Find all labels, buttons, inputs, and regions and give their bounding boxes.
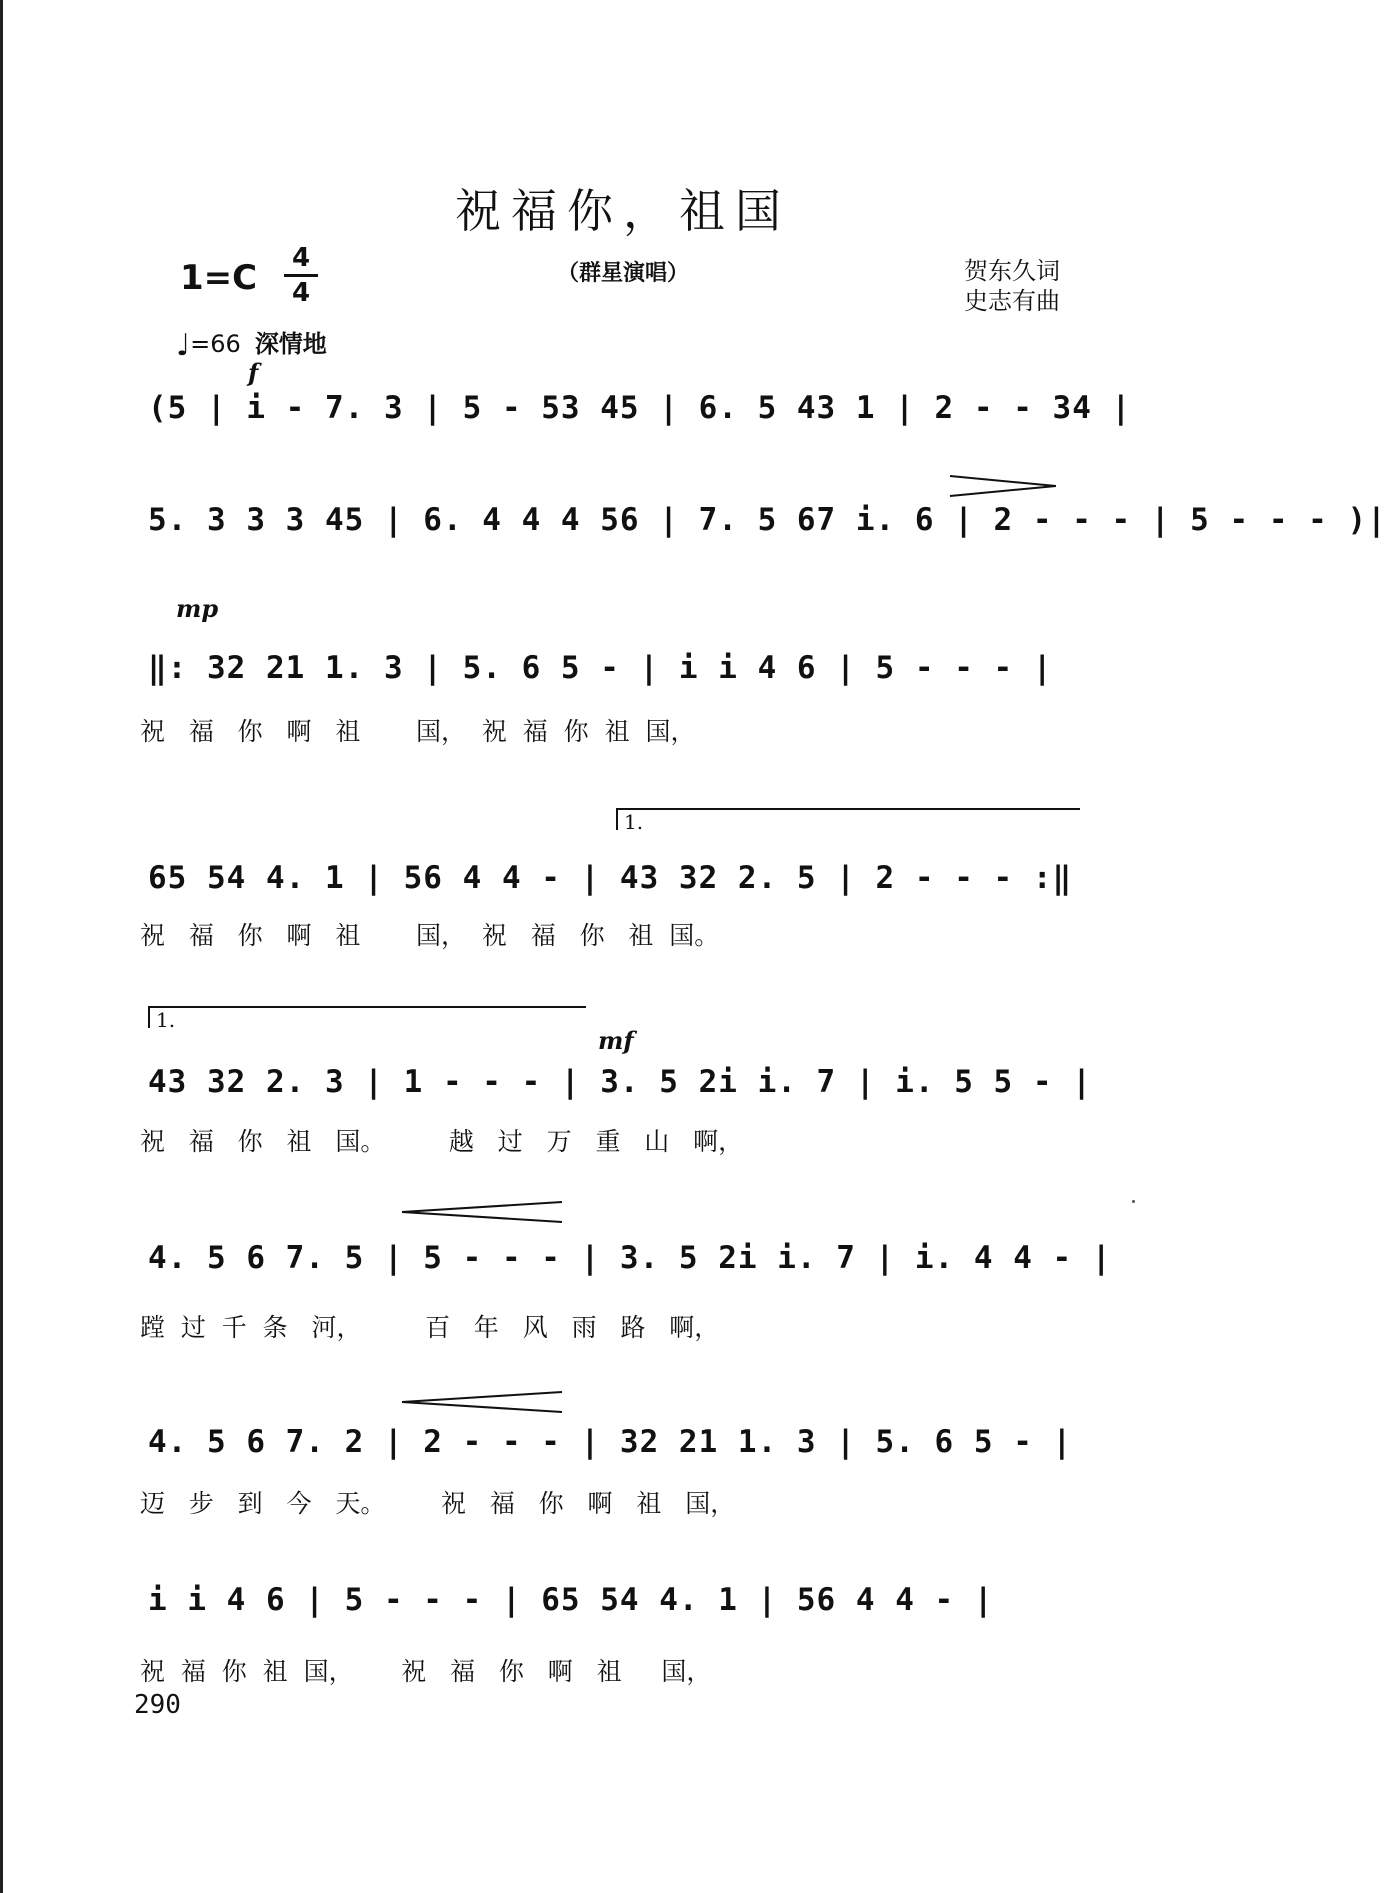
- time-signature-bottom: 4: [291, 278, 311, 308]
- crescendo-hairpin-2: [400, 1390, 564, 1414]
- crescendo-hairpin: [400, 1200, 564, 1224]
- first-ending-label: 1.: [624, 810, 644, 834]
- lyrics-line-3: 祝 福 你 啊 祖 国， 祝 福 你 祖 国，: [140, 717, 696, 746]
- time-signature-top: 4: [291, 243, 311, 273]
- lyrics-line-4: 祝 福 你 啊 祖 国， 祝 福 你 祖 国。: [140, 921, 720, 950]
- lyrics-line-6: 蹚 过 千 条 河， 百 年 风 雨 路 啊，: [140, 1313, 720, 1342]
- performer-note: （群星演唱）: [556, 261, 689, 286]
- dynamic-mezzo-forte: mf: [598, 1026, 634, 1055]
- quarter-note-icon: ♩: [176, 328, 191, 363]
- score-line-5: 43 32 2. 3 | 1 - - - | 3. 5 2i i. 7 | i. 5 5 - |: [148, 1064, 1092, 1100]
- dynamic-forte: f: [248, 358, 259, 387]
- score-line-4: 65 54 4. 1 | 56 4 4 - | 43 32 2. 5 | 2 - - - :‖: [148, 860, 1073, 896]
- lyrics-line-8: 祝 福 你 祖 国， 祝 福 你 啊 祖 国，: [140, 1657, 712, 1686]
- stray-mark: [1132, 1200, 1135, 1203]
- lyrics-line-5: 祝 福 你 祖 国。 越 过 万 重 山 啊，: [140, 1127, 744, 1156]
- lyrics-line-7: 迈 步 到 今 天。 祝 福 你 啊 祖 国，: [140, 1489, 736, 1518]
- score-line-1: (5 | i - 7. 3 | 5 - 53 45 | 6. 5 43 1 | 2 - - 34 |: [148, 390, 1132, 426]
- tempo-value: =66: [190, 330, 241, 358]
- second-ending-bracket: [148, 1006, 586, 1032]
- dynamic-mezzo-piano: mp: [176, 594, 219, 623]
- second-ending-label: 1.: [156, 1008, 176, 1032]
- lyricist-credit: 贺东久词: [964, 257, 1060, 285]
- score-line-8: i i 4 6 | 5 - - - | 65 54 4. 1 | 56 4 4 - |: [148, 1582, 994, 1618]
- score-line-6: 4. 5 6 7. 5 | 5 - - - | 3. 5 2i i. 7 | i. 4 4 - |: [148, 1240, 1112, 1276]
- key-signature: 1=C: [180, 258, 258, 298]
- credits: [964, 256, 1060, 316]
- score-line-7: 4. 5 6 7. 2 | 2 - - - | 32 21 1. 3 | 5. 6 5 - |: [148, 1424, 1073, 1460]
- first-ending-bracket: [616, 808, 1080, 834]
- decrescendo-hairpin: [950, 474, 1060, 498]
- song-title: 祝福你，祖国: [455, 184, 791, 238]
- composer-credit: 史志有曲: [964, 287, 1060, 315]
- score-line-2: 5. 3 3 3 45 | 6. 4 4 4 56 | 7. 5 67 i. 6 | 2 - - - | 5 - - - )|: [148, 502, 1387, 538]
- score-line-3: ‖: 32 21 1. 3 | 5. 6 5 - | i i 4 6 | 5 - - - |: [148, 650, 1053, 686]
- page-number: 290: [134, 1690, 181, 1720]
- expression-mark: 深情地: [254, 330, 327, 358]
